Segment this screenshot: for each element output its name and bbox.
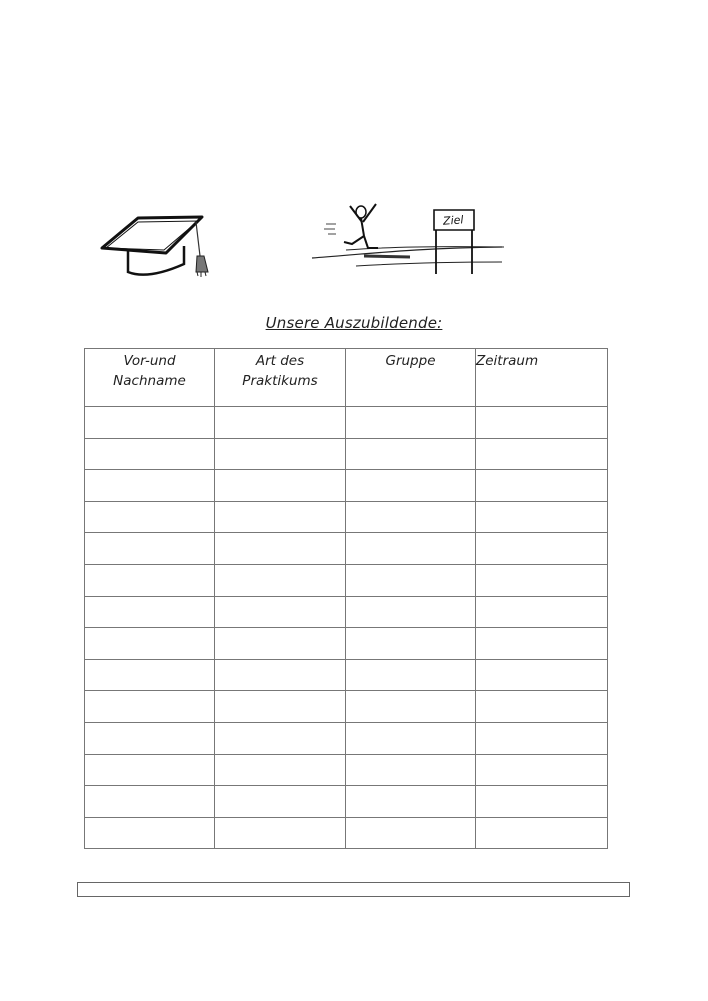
table-cell	[476, 596, 608, 628]
table-cell	[346, 564, 476, 596]
table-cell	[85, 438, 215, 470]
header-period-label: Zeitraum	[476, 353, 539, 369]
table-cell	[476, 722, 608, 754]
table-cell	[346, 407, 476, 439]
header-period	[476, 349, 608, 407]
table-row	[85, 438, 608, 470]
table-cell	[476, 533, 608, 565]
table-cell	[476, 659, 608, 691]
table-cell	[85, 754, 215, 786]
table-cell	[215, 628, 346, 660]
trainee-table	[84, 348, 608, 849]
table-cell	[85, 659, 215, 691]
graduation-cap-icon	[100, 208, 220, 288]
page-title: Unsere Auszubildende:	[265, 314, 443, 332]
header-type-line2: Praktikums	[242, 373, 318, 389]
finish-sign-label: Ziel	[442, 213, 464, 228]
table-cell	[215, 407, 346, 439]
table-cell	[346, 786, 476, 818]
table-row	[85, 564, 608, 596]
runner-finish-line-icon	[306, 190, 516, 282]
table-row	[85, 533, 608, 565]
table-cell	[85, 533, 215, 565]
table-cell	[346, 754, 476, 786]
table-cell	[476, 407, 608, 439]
header-internship-type	[215, 349, 346, 407]
table-header-row	[85, 349, 608, 407]
table-cell	[85, 817, 215, 849]
table-cell	[215, 470, 346, 502]
table-cell	[215, 596, 346, 628]
table-cell	[85, 596, 215, 628]
table-cell	[215, 817, 346, 849]
table-cell	[85, 501, 215, 533]
header-type-line1: Art des	[255, 353, 305, 369]
table-cell	[346, 659, 476, 691]
header-group-label: Gruppe	[385, 353, 436, 369]
table-row	[85, 817, 608, 849]
table-cell	[85, 691, 215, 723]
table-cell	[215, 438, 346, 470]
table-cell	[346, 438, 476, 470]
header-group	[346, 349, 476, 407]
table-row	[85, 596, 608, 628]
table-cell	[215, 533, 346, 565]
table-cell	[476, 564, 608, 596]
table-cell	[215, 722, 346, 754]
table-cell	[476, 628, 608, 660]
table-row	[85, 659, 608, 691]
table-cell	[476, 438, 608, 470]
table-row	[85, 628, 608, 660]
table-cell	[85, 786, 215, 818]
table-row	[85, 786, 608, 818]
header-name-line1: Vor-und	[123, 353, 176, 369]
table-cell	[346, 691, 476, 723]
header-name	[85, 349, 215, 407]
footer-box	[77, 882, 630, 897]
table-cell	[476, 786, 608, 818]
table-cell	[215, 659, 346, 691]
table-cell	[85, 628, 215, 660]
table-cell	[346, 501, 476, 533]
table-cell	[215, 564, 346, 596]
table-cell	[346, 722, 476, 754]
table-cell	[346, 533, 476, 565]
table-cell	[476, 754, 608, 786]
table-cell	[85, 470, 215, 502]
table-cell	[346, 628, 476, 660]
table-cell	[85, 564, 215, 596]
table-cell	[346, 817, 476, 849]
table-body	[85, 407, 608, 849]
table-row	[85, 722, 608, 754]
table-row	[85, 470, 608, 502]
table-cell	[346, 596, 476, 628]
table-row	[85, 407, 608, 439]
header-name-line2: Nachname	[113, 373, 186, 389]
table-cell	[476, 817, 608, 849]
table-row	[85, 501, 608, 533]
table-cell	[215, 754, 346, 786]
table-cell	[215, 501, 346, 533]
table-cell	[215, 786, 346, 818]
table-cell	[476, 501, 608, 533]
table-cell	[85, 722, 215, 754]
table-cell	[346, 470, 476, 502]
table-cell	[476, 691, 608, 723]
table-row	[85, 754, 608, 786]
table-cell	[85, 407, 215, 439]
table-cell	[215, 691, 346, 723]
table-cell	[476, 470, 608, 502]
table-row	[85, 691, 608, 723]
